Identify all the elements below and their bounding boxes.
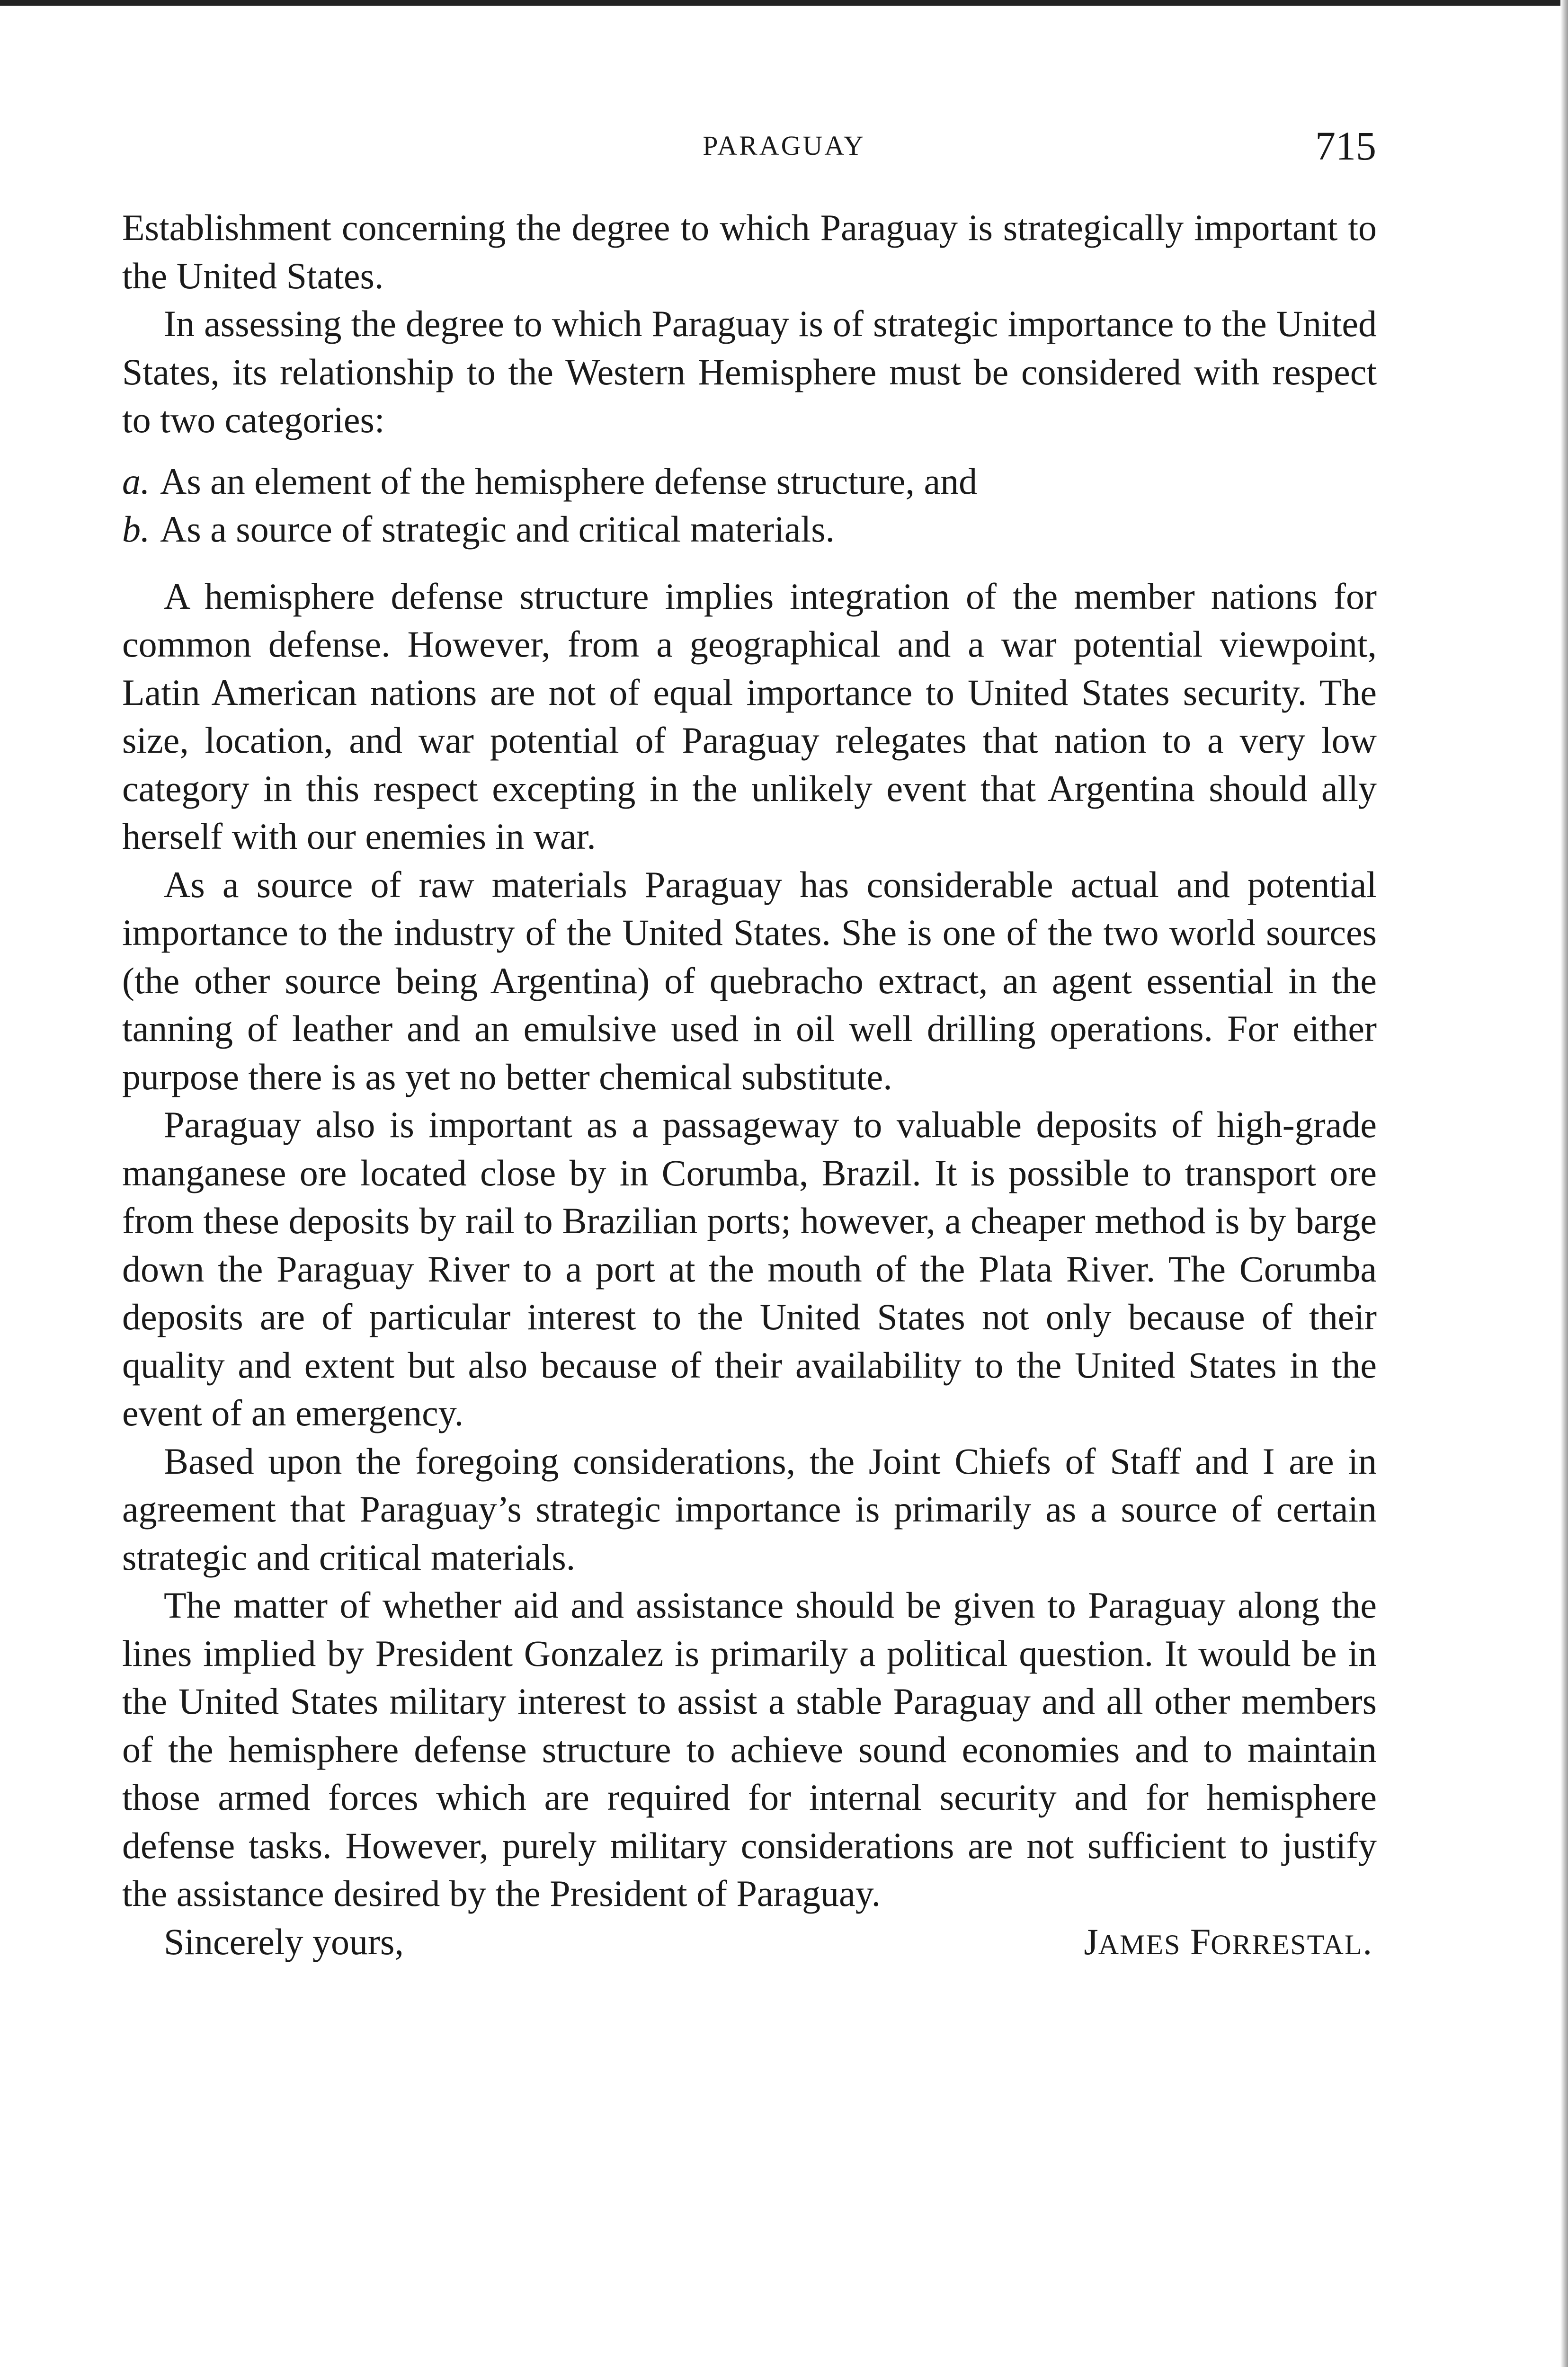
page-header [0, 122, 1568, 174]
criteria-list [122, 457, 1377, 553]
criterion-text: As an element of the hemisphere defense structure, and [160, 460, 978, 502]
paragraph-manganese: Paraguay also is important as a passageway to valuable deposits of high-grade manganese ore located close by in Corumba, Brazil. It is possible to transport ore from these deposits by rail to Brazilian ports; however, a cheaper method is by barge down the Paraguay River to a port at the mouth of the Plata River. The Corumba deposits are of particular interest to the United States not only because of their quality and extent but also because of their availability to the United States in the event of an emergency. [122, 1104, 1377, 1433]
signature-name: JAMES FORRESTAL. [1084, 1921, 1372, 1962]
complimentary-close: Sincerely yours, [164, 1921, 404, 1962]
criterion-item [122, 457, 1377, 506]
criterion-text: As a source of strategic and critical materials. [160, 508, 835, 550]
paragraph-raw-materials: As a source of raw materials Paraguay has considerable actual and potential importance to the industry of the United States. She is one of the two world sources (the other source being Argentina) of quebracho extract, an agent essential in the tanning of leather and an emulsive used in oil well drilling operations. For either purpose there is as yet no better chemical substitute. [122, 863, 1377, 1097]
signature-initial: F [1190, 1921, 1211, 1962]
letter-closing [122, 1918, 1377, 1966]
top-border-rule [0, 0, 1568, 6]
criterion-marker: a. [122, 460, 150, 502]
criterion-item [122, 505, 1377, 553]
letter-body [122, 204, 1377, 1966]
signature-small-caps: AMES [1098, 1929, 1181, 1960]
signature-initial: J [1084, 1921, 1098, 1962]
paragraph-categories-intro: In assessing the degree to which Paraguay is of strategic importance to the United States, its relationship to the Western Hemisphere must be considered with respect to two categories: [122, 303, 1377, 440]
page-edge-shadow [1560, 0, 1568, 2367]
signature-small-caps: ORRESTAL [1211, 1929, 1363, 1960]
paragraph-continued: Establishment concerning the degree to which Paraguay is strategically important to the United States. [122, 207, 1377, 296]
paragraph-political-question: The matter of whether aid and assistance should be given to Paraguay along the lines implied by President Gonzalez is primarily a political question. It would be in the United States military interest to assist a stable Paraguay and all other members of the hemisphere defense structure to achieve sound economies and to maintain those armed forces which are required for internal security and for hemisphere defense tasks. However, purely military considerations are not sufficient to justify the assistance desired by the President of Paraguay. [122, 1584, 1377, 1914]
paragraph-defense-structure: A hemisphere defense structure implies integration of the member nations for common defense. However, from a geographical and a war potential viewpoint, Latin American nations are not of equal importance to United States security. The size, location, and war potential of Paraguay relegates that nation to a very low category in this respect excepting in the unlikely event that Argentina should ally herself with our enemies in war. [122, 575, 1377, 857]
paragraph-conclusion: Based upon the foregoing considerations, the Joint Chiefs of Staff and I are in agreement that Paraguay’s strategic importance is primarily as a source of certain strategic and critical materials. [122, 1440, 1377, 1578]
criterion-marker: b. [122, 508, 150, 550]
running-head: PARAGUAY [703, 130, 865, 161]
page-number: 715 [1315, 123, 1376, 169]
